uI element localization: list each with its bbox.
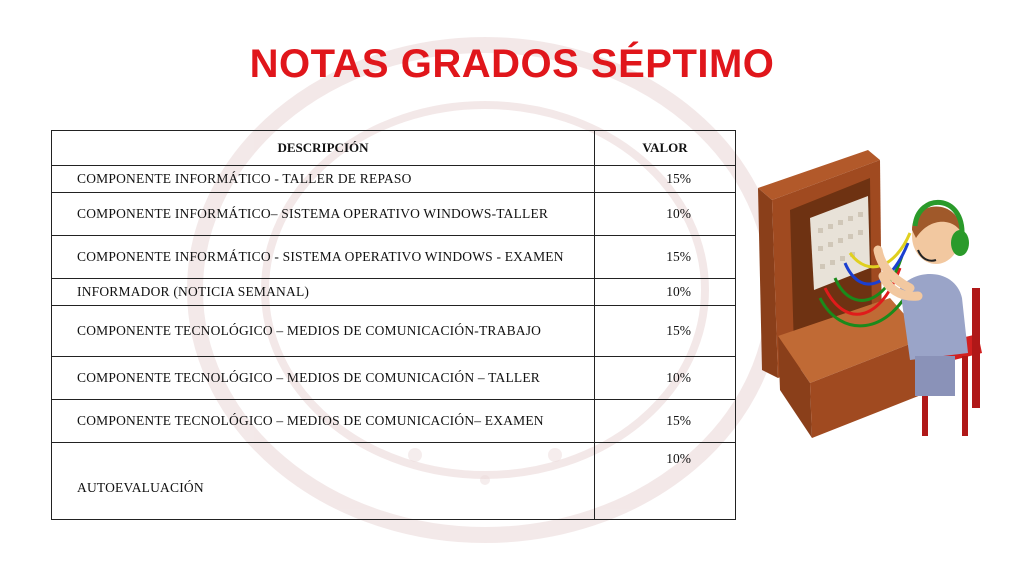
value-header: VALOR xyxy=(595,131,736,166)
row-description: AUTOEVALUACIÓN xyxy=(52,443,595,520)
row-value: 15% xyxy=(595,236,736,279)
table-row xyxy=(52,236,736,279)
table-row xyxy=(52,357,736,400)
row-value: 10% xyxy=(595,193,736,236)
table-row xyxy=(52,193,736,236)
table-row xyxy=(52,166,736,193)
switchboard-operator-illustration xyxy=(750,138,995,468)
table-row xyxy=(52,279,736,306)
table-row xyxy=(52,400,736,443)
page-title: NOTAS GRADOS SÉPTIMO xyxy=(249,42,775,86)
row-description: COMPONENTE TECNOLÓGICO – MEDIOS DE COMUNICACIÓN-TRABAJO xyxy=(52,306,595,357)
row-value: 15% xyxy=(595,166,736,193)
row-value: 15% xyxy=(595,306,736,357)
row-description: COMPONENTE TECNOLÓGICO – MEDIOS DE COMUNICACIÓN – TALLER xyxy=(52,357,595,400)
row-value: 10% xyxy=(595,443,736,520)
row-description: COMPONENTE INFORMÁTICO - TALLER DE REPASO xyxy=(52,166,595,193)
grades-table xyxy=(51,130,736,520)
row-description: INFORMADOR (NOTICIA SEMANAL) xyxy=(52,279,595,306)
description-header: DESCRIPCIÓN xyxy=(52,131,595,166)
table-row xyxy=(52,443,736,520)
table-header-row xyxy=(52,131,736,166)
table-row xyxy=(52,306,736,357)
row-value: 10% xyxy=(595,279,736,306)
row-value: 15% xyxy=(595,400,736,443)
row-description: COMPONENTE INFORMÁTICO - SISTEMA OPERATIVO WINDOWS - EXAMEN xyxy=(52,236,595,279)
row-description: COMPONENTE INFORMÁTICO– SISTEMA OPERATIVO WINDOWS-TALLER xyxy=(52,193,595,236)
row-description: COMPONENTE TECNOLÓGICO – MEDIOS DE COMUNICACIÓN– EXAMEN xyxy=(52,400,595,443)
row-value: 10% xyxy=(595,357,736,400)
